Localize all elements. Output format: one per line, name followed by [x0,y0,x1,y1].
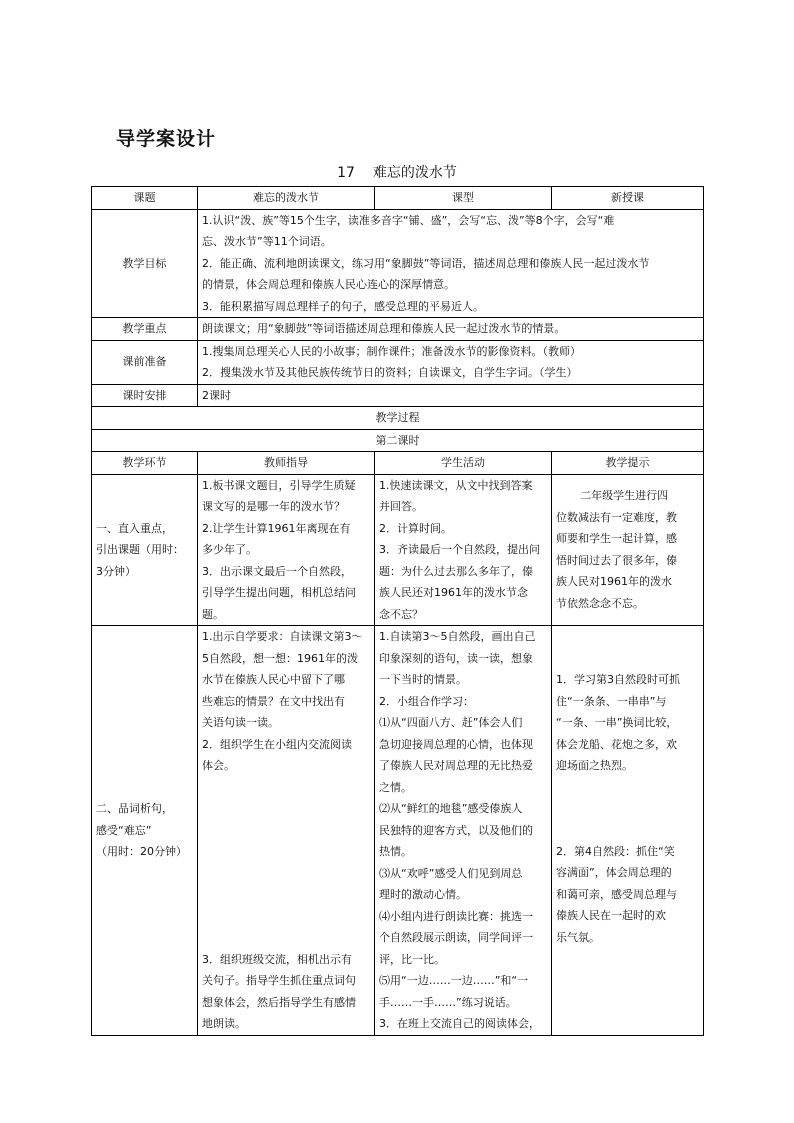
student-line: ⑵从“鲜红的地毯”感受傣族人 [379,802,523,815]
tip-line: 师要和学生一起计算，感 [556,532,677,546]
schedule-label: 课时安排 [92,384,198,407]
step-line: 感受“难忘” [96,823,152,837]
schedule-value: 2课时 [198,384,704,407]
student-line: 印象深刻的语句，读一读，想象 [379,651,533,665]
student-line: 3．在班上交流自己的阅读体会， [379,1017,540,1030]
student-line: ⑸用“一边……一边……”和“一 [379,974,529,987]
table-row [92,474,704,626]
student-line: ⑷小组内进行朗读比赛：挑选一 [379,909,533,923]
tips-cell [552,474,704,626]
topic-value: 难忘的泼水节 [198,187,375,210]
tip-line: 族人民对1961年的泼水 [556,575,672,589]
col-tips: 教学提示 [552,452,704,475]
gap [202,927,370,949]
step-line: （用时：20分钟） [96,845,187,858]
tip-line: 悟时间过去了很多年，傣 [556,553,677,567]
document-title: 导学案设计 [116,128,217,150]
prep-label: 课前准备 [92,340,198,384]
teacher-line: 1.板书课文题目，引导学生质疑 [202,478,356,492]
goal-line: 1.认识“泼、族”等15个生字，读准多音字“铺、盛”，会写“忘、泼”等8个字，会写“难 [202,213,615,227]
focus-row [92,318,704,341]
session-title-row [92,429,704,452]
col-step: 教学环节 [92,452,198,475]
tips-cell [552,626,704,1036]
teacher-line: 引导学生提出问题，相机总结问 [202,586,356,599]
tip-line: 体会龙船、花炮之多，欢 [556,737,677,751]
process-title-row [92,407,704,430]
lesson-number: 17 [337,165,355,181]
teacher-line: 2.让学生计算1961年离现在有 [202,521,351,535]
student-line: 手……一手……”练习说话。 [379,995,517,1009]
tip-line: 1．学习第3自然段时可抓 [556,673,680,686]
tip-line: 2．第4自然段：抓住“笑 [556,844,675,858]
header-row [92,187,704,210]
table-row [92,626,704,1036]
tip-line: 住“一条条、一串串”与 [556,694,667,708]
student-line: 理时的激动心情。 [379,888,467,901]
gap [556,626,699,669]
gap [202,798,370,820]
student-line: 热情。 [379,845,412,858]
student-cell [375,626,552,1036]
col-student: 学生活动 [375,452,552,475]
col-teacher: 教师指导 [198,452,375,475]
goals-row [92,209,704,318]
prep-row [92,340,704,384]
gap [202,820,370,842]
teacher-line: 题。 [202,607,224,621]
student-line: 念不忘？ [379,607,423,621]
step-line: 引出课题（用时： [96,543,184,556]
teacher-line: 多少年了。 [202,543,257,556]
lesson-plan-table [91,186,704,1036]
teacher-line: 些难忘的情景？在文中找出有 [202,694,345,708]
schedule-row [92,384,704,407]
tip-line: 迎场面之热烈。 [556,759,633,772]
goals-label: 教学目标 [92,209,198,318]
focus-label: 教学重点 [92,318,198,341]
gap [202,906,370,928]
teacher-cell [198,626,375,1036]
teacher-line: 体会。 [202,759,235,772]
teacher-line: 关语句读一读。 [202,716,279,729]
step-line: 一、直入重点， [96,521,173,535]
step-cell [92,626,198,1036]
tip-line: 位数减法有一定难度，教 [556,510,677,524]
student-line: 2．小组合作学习： [379,694,474,708]
student-line: ⑴从“四面八方、赶”体会人们 [379,716,523,729]
student-line: 评，比一比。 [379,952,445,966]
student-line: 急切迎接周总理的心情，也体现 [379,737,533,751]
step-line: 二、品词析句， [96,802,173,815]
student-line: 个自然段展示朗读，同学间评一 [379,931,533,944]
gap [202,884,370,906]
step-cell [92,474,198,626]
lesson-name: 难忘的泼水节 [372,165,457,181]
student-cell [375,474,552,626]
student-line: ⑶从“欢呼”感受人们见到周总 [379,866,523,880]
gap [202,841,370,863]
teacher-line: 地朗读。 [202,1017,246,1030]
goal-line: 忘、泼水节”等11个词语。 [202,235,332,248]
student-line: 2．计算时间。 [379,521,452,535]
tip-line: 和蔼可亲，感受周总理与 [556,887,677,901]
prep-content [198,340,704,384]
step-line: 3分钟） [96,564,136,578]
student-line: 族人民还对1961年的泼水节念 [379,586,528,599]
teacher-line: 2．组织学生在小组内交流阅读 [202,737,352,751]
column-header-row [92,452,704,475]
student-line: 一下当时的情景。 [379,673,467,686]
gap [556,777,699,841]
prep-line: 2．搜集泼水节及其他民族传统节日的资料；自读课文，自学生字词。（学生） [202,366,578,379]
goal-line: 的情景，体会周总理和傣族人民心连心的深厚情意。 [202,278,455,291]
tip-line: 节依然念念不忘。 [556,596,644,610]
tip-line: 二年级学生进行四 [580,489,669,503]
tip-line: 乐气氛。 [556,930,600,944]
student-line: 3．齐读最后一个自然段，提出问 [379,543,540,556]
goal-line: 2．能正确、流利地朗读课文，练习用“象脚鼓”等词语，描述周总理和傣族人民一起过泼水节 [202,256,650,270]
focus-value: 朗读课文；用“象脚鼓”等词语描述周总理和傣族人民一起过泼水节的情景。 [198,318,704,341]
student-line: 民独特的迎客方式，以及他们的 [379,823,533,837]
tip-line: 傣族人民在一起时的欢 [556,909,666,922]
goals-content [198,209,704,318]
process-title: 教学过程 [92,407,704,430]
teacher-cell [198,474,375,626]
tip-line: 容满面”，体会周总理的 [556,866,672,879]
session-title: 第二课时 [92,429,704,452]
type-label: 课型 [375,187,552,210]
student-line: 题：为什么过去那么多年了，傣 [379,564,533,578]
teacher-line: 关句子。指导学生抓住重点词句 [202,974,356,987]
teacher-line: 水节在傣族人民心中留下了哪 [202,673,345,686]
student-line: 1.快速读课文，从文中找到答案 [379,478,533,492]
student-line: 了傣族人民对周总理的无比热爱 [379,759,533,772]
teacher-line: 5自然段，想一想：1961年的泼 [202,651,358,665]
lesson-title [0,162,794,182]
teacher-line: 想象体会，然后指导学生有感情 [202,995,356,1009]
student-line: 之情。 [379,780,412,794]
topic-label: 课题 [92,187,198,210]
teacher-line: 课文写的是哪一年的泼水节？ [202,500,345,513]
prep-line: 1.搜集周总理关心人民的小故事；制作课件；准备泼水节的影像资料。（教师） [202,344,581,358]
tip-line: “一条、一串”换词比较， [556,716,678,729]
gap [202,777,370,799]
goal-line: 3．能积累描写周总理样子的句子，感受总理的平易近人。 [202,299,484,313]
teacher-line: 1.出示自学要求：自读课文第3～ [202,630,363,643]
gap [202,863,370,885]
student-line: 1.自读第3～5自然段，画出自己 [379,630,536,643]
teacher-line: 3．出示课文最后一个自然段， [202,564,352,578]
type-value: 新授课 [552,187,704,210]
teacher-line: 3．组织班级交流，相机出示有 [202,952,352,966]
student-line: 并回答。 [379,500,423,513]
